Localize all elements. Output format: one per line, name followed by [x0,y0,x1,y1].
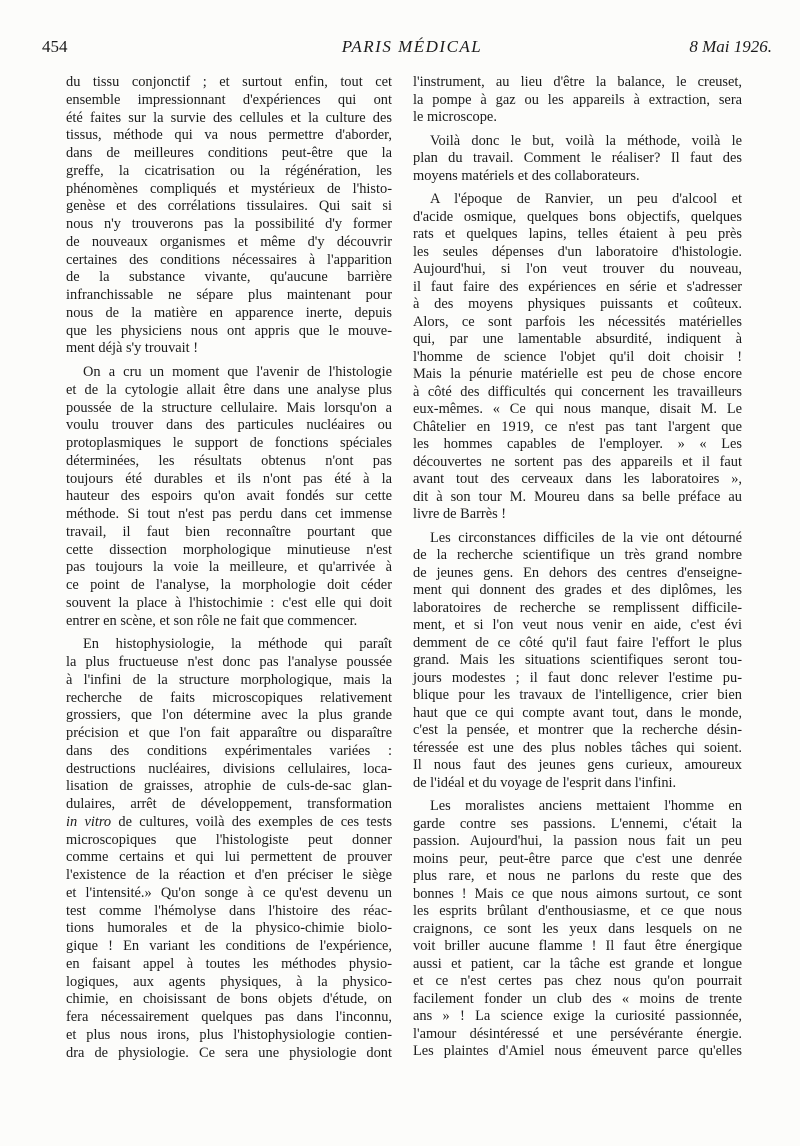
text-line: qui, par une lamentable absurdité, indiquent à [413,331,742,347]
text-line: facilement fonder un club des « moins de trente [413,990,742,1007]
journal-title: PARIS MÉDICAL [341,37,483,56]
text-line: toujours été durables et ils n'ont pas été à la [66,470,392,487]
text-line: la pompe à gaz ou les appareils à extraction, sera [413,91,742,108]
text-line: aussi et patient, car la tâche est grande et longue [413,955,742,972]
text-line: Aujourd'hui, si l'on veut trouver du nouveau, [413,261,742,277]
text-line: pas toujours la voie la meilleure, et qu'arrivée à [66,559,392,576]
text-line: les seules dépenses d'un laboratoire d'histologie. [413,243,742,260]
text-line: plan du travail. Comment le réaliser? Il faut des [413,150,742,166]
text-line: Mais la pénurie matérielle est peu de chose encore [413,366,742,382]
text-line: dulaires, arrêt de développement, transformation [66,796,392,812]
text-line: à côté des difficultés qui concernent les travailleurs [413,383,742,400]
text-line: microscopiques que l'histologiste peut donner [66,831,392,848]
text-line: craignons, ce sont les yeux dans lesquels on ne [413,920,742,937]
text-line: cette dissection morphologique minutieuse n'est [66,541,392,558]
text-line: ce point de l'analyse, la morphologie doit céder [66,577,392,593]
paragraph [66,364,392,630]
text-line: voit briller aucune flamme ! Il faut être énergique [413,938,742,954]
text-line: protoplasmiques le support de fonctions spéciales [66,435,392,451]
text-line: nous de la matière en apparence inerte, depuis [66,304,392,321]
paragraph [413,191,742,524]
text-line: chimie, en choisissant de bons objets d'étude, on [66,991,392,1008]
paragraph [413,530,742,793]
text-line: découvertes ne sortent pas des appareils et il faut [413,453,742,470]
text-line: demment de ce côté qu'il faut faire l'effort le plus [413,634,742,651]
text-line: test comme l'hémolyse dans l'histoire des réac- [66,902,392,919]
running-header [0,36,800,60]
text-line: à des moyens physiques puissants et coûteux. [413,296,742,312]
text-line: ment qui donnent des grades et des diplômes, les [413,582,742,598]
text-line: On a cru un moment que l'avenir de l'histologie [83,364,392,380]
text-line: il faut faire des expériences en série et s'adresser [413,278,742,295]
text-line: genèse et des corrélations tissulaires. Qui sait si [66,198,392,215]
text-line: Les plaintes d'Amiel nous émeuvent parce qu'elles [413,1043,742,1059]
text-line: nous n'y trouverons pas la possibilité d'y former [66,216,392,232]
text-line: tions humorales et de la physico-chimie biolo- [66,920,392,937]
text-line: d'acide osmique, quelques bons objectifs, quelques [413,208,742,225]
text-line: ment déjà s'y trouvait ! [66,340,199,357]
text-line: tissus, méthode qui va nous permettre d'aborder, [66,127,392,144]
text-line: le microscope. [413,109,497,125]
text-line: laboratoires de recherche se remplissent difficile- [413,599,742,616]
paragraph [413,133,742,186]
text-line: les esprits brûlant d'enthousiasme, et ce que nous [413,903,742,919]
text-line: hauteur des espoirs qu'on avait fondés sur cette [66,488,392,505]
paragraph [413,74,742,127]
text-line: certaines des conditions nécessaires à l'apparition [66,251,392,268]
text-line: voulu trouver dans des particules nucléaires ou [66,417,392,434]
text-line: à l'infini de la structure morphologique, mais la [66,671,392,688]
text-line: recherche de faits microscopiques relativement [66,689,392,706]
text-line: dans de meilleures conditions peut-être que la [66,145,392,161]
page-number: 454 [42,37,68,56]
text-line: souvent la place à l'histochimie : c'est elle qui doit [66,594,392,611]
text-line: travail, il faut bien reconnaître pourtant que [66,523,392,540]
text-line: haut que ce qui compte avant tout, dans le monde, [413,704,742,721]
text-line: Les circonstances difficiles de la vie ont détourné [430,529,742,546]
text-line: été faites sur la survie des cellules et la culture des [66,109,392,126]
text-line: de la substance vivante, qu'aucune barrière [66,269,392,286]
column-left [66,74,392,1062]
text-line: c'est la pensée, et montrer que la recherche désin- [413,722,742,738]
text-line: et l'intensité.» Qu'on songe à ce qu'est devenu un [66,884,392,901]
text-line: Il nous faut des jeunes gens curieux, amoureux [413,757,742,773]
text-line: ment, et si l'on veut nous venir en aide, c'est évi [413,617,742,633]
text-line: dra de physiologie. Ce sera une physiologie dont [66,1044,392,1061]
text-line: que les physiciens nous ont appris que le mouve- [66,322,392,339]
text-line: comme certains et qui lui permettent de prouver [66,849,392,866]
text-line: de la recherche scientifique un très grand nombre [413,547,742,563]
text-line: entrer en scène, et son rôle ne fait que commencer. [66,612,358,629]
text-line: passion. Aujourd'hui, la passion nous fait un peu [413,833,742,849]
text-line: phénomènes compliqués et mystérieux de l'histo- [66,180,392,197]
text-line: rats et quelques lapins, telles étaient à peu près [413,226,742,242]
text-line: jours modestes ; il faut donc relever l'estime pu- [413,669,742,686]
text-line: moyens matériels et des collaborateurs. [413,167,640,184]
text-line: téressée est une des plus nobles tâches qui soient. [413,739,742,756]
text-line: en faisant appel à toutes les méthodes physio- [66,955,392,972]
text-line: livre de Barrès ! [413,506,507,522]
column-right [413,74,742,1061]
text-line: A l'époque de Ranvier, un peu d'alcool et [430,191,742,207]
text-line: avant tout des cerveaux dans les laboratoires », [413,471,742,487]
text-line: les hommes capables de l'employer. » « Les [413,436,742,452]
text-line: En histophysiologie, la méthode qui paraît [83,636,392,653]
text-line: l'amour désintéressé et une persévérante énergie. [413,1025,742,1042]
text-line: méthode. Si tout n'est pas perdu dans cet immense [66,506,392,522]
text-line: l'homme de science l'objet qu'il doit choisir ! [413,348,742,365]
text-line: moins peur, peut-être parce que c'est une denrée [413,850,742,867]
text-line: plus rare, et nous ne parlons du reste que des [413,868,742,884]
text-line: Voilà donc le but, voilà la méthode, voilà le [430,132,742,149]
text-line: fera nécessairement quelques pas dans l'inconnu, [66,1009,392,1025]
text-line [66,814,392,832]
text-line: Châtelier en 1919, ce n'est pas tant l'argent que [413,418,742,435]
text-line: lisation de graisses, atrophie de culs-de-sac glan- [66,778,392,795]
issue-date: 8 Mai 1926. [689,37,772,56]
text-line: Les moralistes anciens mettaient l'homme en [430,798,742,814]
text-line: infranchissable ne sépare plus maintenant pour [66,287,392,303]
text-line: dit à son tour M. Moureu dans sa belle préface au [413,488,742,505]
text-line: la plus fructueuse n'est donc pas l'analyse poussée [66,654,392,670]
text-line: garde contre ses passions. L'ennemi, c'était la [413,815,742,832]
paragraph [66,74,392,358]
text-line: et de la cytologie allait être dans une analyse plus [66,381,392,398]
paragraph [66,636,392,1062]
text-line: l'existence de la réaction et d'en préciser le siège [66,867,392,883]
text-segment: de cultures, voilà des exemples de ces tests [111,813,393,830]
text-line: Alors, ce sont parfois les nécessités matérielles [413,313,742,330]
text-line: précision et que l'on fait apparaître ou disparaître [66,725,392,741]
text-line: de jeunes gens. En dehors des centres d'enseigne- [413,564,742,581]
text-line: eux-mêmes. « Ce qui nous manque, disait M. Le [413,401,742,417]
text-line: et plus nous irons, plus l'histophysiologie contien- [66,1026,392,1043]
text-line: et ce n'est certes pas chez nous qu'on pourrait [413,973,742,989]
text-line: blique pour les travaux de l'intelligence, crier bien [413,687,742,703]
text-line: bonnes ! Mais ce que nous aimons surtout, ce sont [413,885,742,902]
text-line: grand. Mais les situations scientifiques seront tou- [413,652,742,668]
text-line: poussée de la structure cellulaire. Mais lorsqu'on a [66,399,392,416]
text-line: logiques, aux agents physiques, à la physico- [66,973,392,990]
text-line: de nouveaux organismes et même d'y découvrir [66,233,392,250]
text-line: gique ! En variant les conditions de l'expérience, [66,938,392,954]
paragraph [413,798,742,1061]
emphasis-text: in vitro [66,813,112,830]
text-line: grossiers, que l'on détermine avec la plus grande [66,707,392,724]
text-line: greffe, la cicatrisation ou la régénération, les [66,162,392,179]
text-line: du tissu conjonctif ; et surtout enfin, tout cet [66,74,392,90]
text-line: de l'idéal et du voyage de l'esprit dans l'infini. [413,774,677,791]
text-line: déterminées, les résultats obtenus n'ont pas [66,452,392,469]
text-line: ensemble impressionnant d'expériences qui ont [66,91,392,108]
text-line: dans des conditions expérimentales variées : [66,742,392,759]
text-line: l'instrument, au lieu d'être la balance, le creuset, [413,74,742,90]
text-line: destructions nucléaires, divisions cellulaires, loca- [66,760,392,777]
text-line: ans » ! La science exige la curiosité passionnée, [413,1008,742,1024]
